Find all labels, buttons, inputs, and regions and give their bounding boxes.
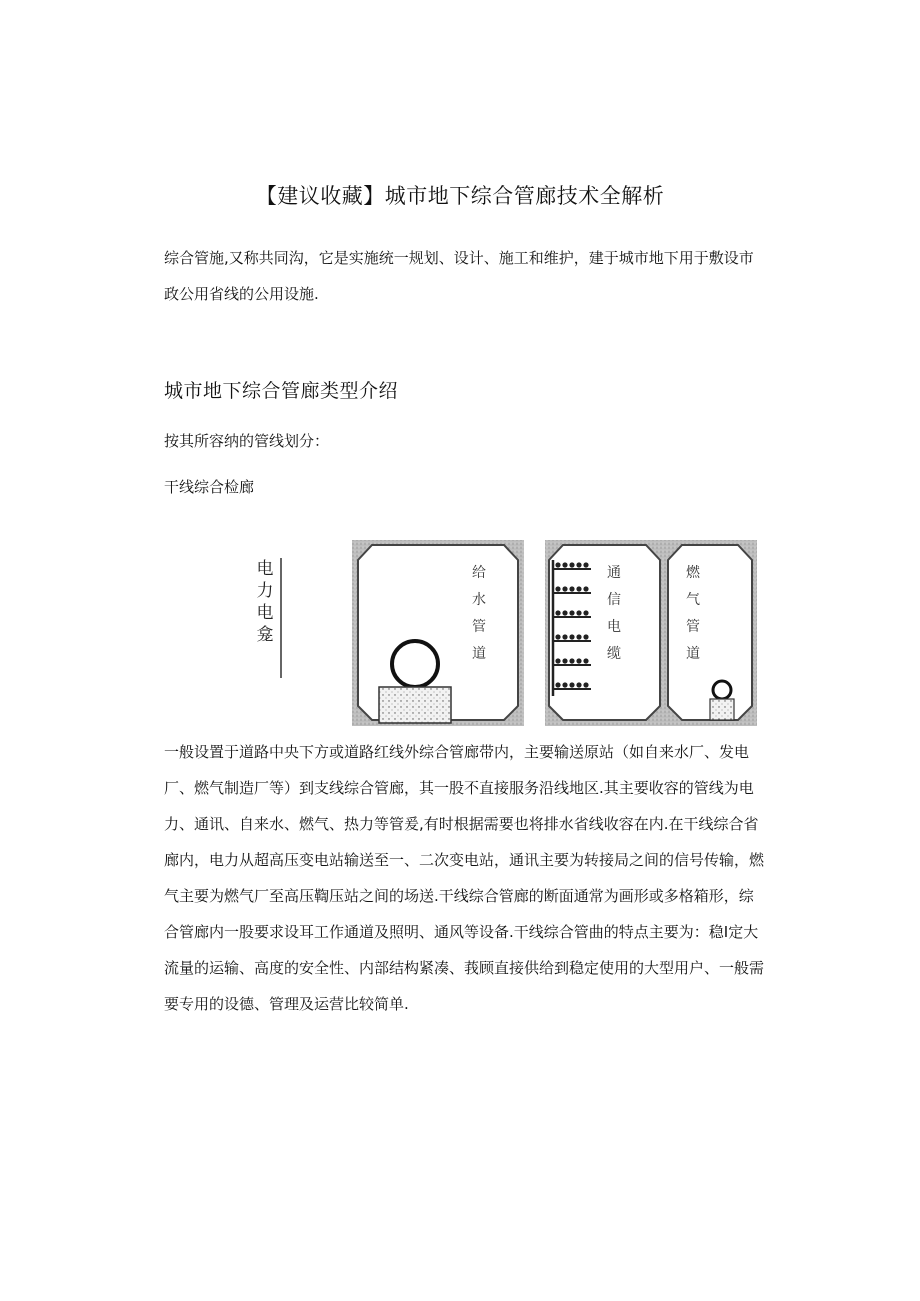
section-heading: 城市地下综合管廊类型介绍 (164, 380, 399, 402)
gas-pipe-circle (713, 681, 731, 699)
pipe-support-block (379, 687, 451, 723)
subheading: 干线综合检廊 (164, 478, 255, 496)
cable-tray (553, 658, 591, 666)
water-pipe-circle (392, 641, 438, 687)
classify-line: 按其所容纳的管线划分： (164, 432, 330, 450)
telecom-cable-label: 通 信 电 缆 (607, 565, 621, 662)
cable-tray (553, 634, 591, 642)
cable-tray (553, 610, 591, 618)
intro-paragraph: 综合管施,又称共同沟，它是实施统一规划、设计、施工和维护，建于城市地下用于敷设市政公用省线的公用设施. (164, 249, 754, 303)
pipe-support-block (710, 699, 734, 720)
water-pipe-label: 给 水 管 道 (472, 565, 486, 662)
cable-tray (553, 682, 591, 690)
cable-tray (553, 562, 591, 570)
power-cable-label: 电 力 电 龛 (256, 559, 274, 645)
body-paragraph: 一般设置于道路中央下方或道路红线外综合管廊带内，主要输送原站（如自来水厂、发电厂、燃气制造厂等）到支线综合管廊，其一股不直接服务沿线地区.其主要收容的管线为电力、通讯、自来水、燃气、热力等管爰,有时根据需要也将排水省线收容在内.在干线综合省廊内，电力从超高压变电站输送至一、二次变电站，通讯主要为转接局之间的信号传输，燃气主要为燃气厂至高压鞫压站之间的场送.干线综合管廊的断面通常为画形或多格箱形，综合管廊内一股要求设耳工作通道及照明、通风等设备.干线综合管曲的特点主要为：稳I定大流量的运输、高度的安全性、内部结构紧凑、莪顾直接供给到稳定使用的大型用户、一般需要专用的设德、管理及运营比较简单. (164, 743, 765, 1013)
gas-pipe-cell (665, 540, 757, 726)
cable-tray (553, 586, 591, 594)
page-title: 【建议收藏】城市地下综合管廊技术全解析 (255, 184, 665, 208)
water-pipe-cell (352, 540, 524, 726)
gas-pipe-label: 燃 气 管 道 (686, 565, 700, 662)
